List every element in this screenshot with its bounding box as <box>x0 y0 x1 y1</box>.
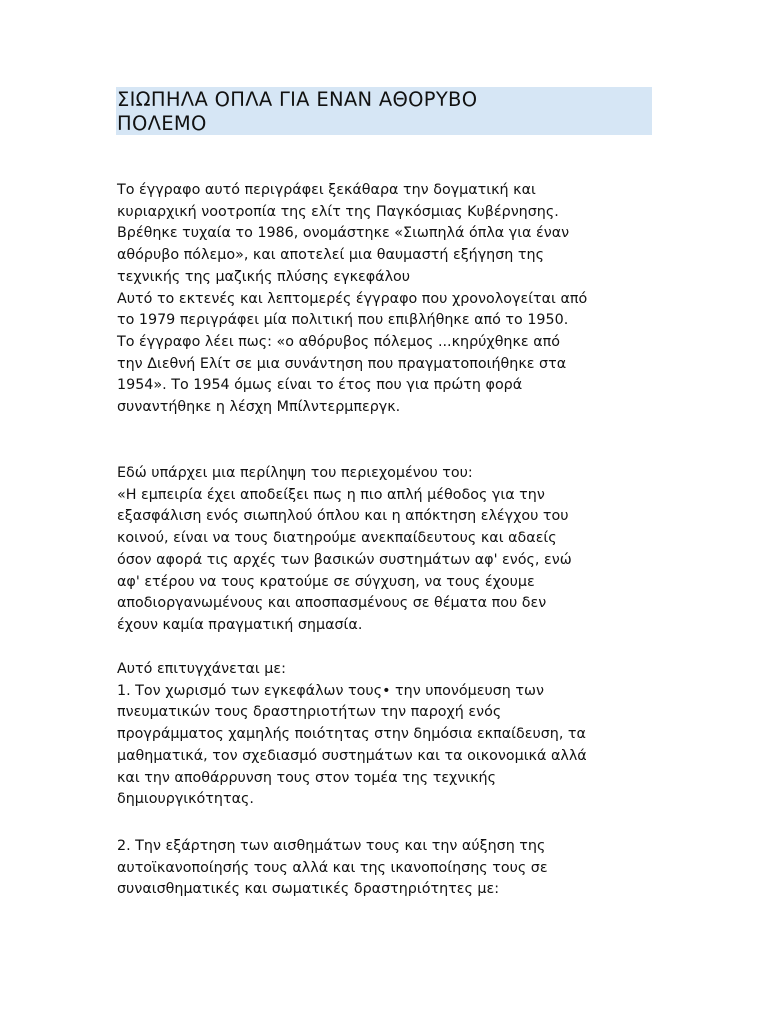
text-line: συναντήθηκε η λέσχη Μπίλντερμπεργκ. <box>117 399 401 416</box>
text-line: προγράμματος χαμηλής ποιότητας στην δημόσια εκπαίδευση, τα <box>117 726 586 743</box>
text-line: Εδώ υπάρχει μια περίληψη του περιεχομένου του: <box>117 465 473 481</box>
summary-paragraph <box>117 463 657 637</box>
text-line: μαθηματικά, τον σχεδιασμό συστημάτων και τα οικονομικά αλλά <box>117 747 587 764</box>
text-line: το 1979 περιγράφει μία πολιτική που επιβλήθηκε από το 1950. <box>117 312 569 329</box>
intro-paragraph <box>117 180 657 419</box>
title-line: ΠΟΛΕΜΟ <box>117 111 207 135</box>
text-line: 2. Την εξάρτηση των αισθημάτων τους και την αύξηση της <box>117 838 546 854</box>
text-line: 1954». Το 1954 όμως είναι το έτος που για πρώτη φορά <box>117 377 523 394</box>
point-1-paragraph <box>117 659 657 811</box>
text-line: Το έγγραφο αυτό περιγράφει ξεκάθαρα την δογματική και <box>117 182 536 198</box>
text-line: την Διεθνή Ελίτ σε μια συνάντηση που πραγματοποιήθηκε στα <box>117 355 567 372</box>
text-line: πνευματικών τους δραστηριοτήτων την παροχή ενός <box>117 704 502 721</box>
text-line: και την αποθάρρυνση τους στον τομέα της τεχνικής <box>117 769 497 786</box>
text-line: αφ' ετέρου να τους κρατούμε σε σύγχυση, να τους έχουμε <box>117 573 535 590</box>
text-line: αποδιοργανωμένους και αποσπασμένους σε θέματα που δεν <box>117 595 547 612</box>
text-line: όσον αφορά τις αρχές των βασικών συστημάτων αφ' ενός, ενώ <box>117 551 572 568</box>
text-line: κυριαρχική νοοτροπία της ελίτ της Παγκόσμιας Κυβέρνησης. <box>117 203 559 220</box>
text-line: κοινού, είναι να τους διατηρούμε ανεκπαίδευτους και αδαείς <box>117 530 557 547</box>
text-line: Αυτό επιτυγχάνεται με: <box>117 661 286 677</box>
text-line: Βρέθηκε τυχαία το 1986, ονομάστηκε «Σιωπηλά όπλα για έναν <box>117 225 570 242</box>
point-2-paragraph <box>117 836 657 901</box>
text-line: «Η εμπειρία έχει αποδείξει πως η πιο απλή μέθοδος για την <box>117 486 545 503</box>
title-line: ΣΙΩΠΗΛΑ ΟΠΛΑ ΓΙΑ ΕΝΑΝ ΑΘΟΡΥΒΟ <box>117 88 478 111</box>
text-line: δημιουργικότητας. <box>117 791 254 808</box>
text-line: συναισθηματικές και σωματικές δραστηριότητες με: <box>117 881 500 898</box>
document-title <box>117 88 637 135</box>
text-line: Αυτό το εκτενές και λεπτομερές έγγραφο που χρονολογείται από <box>117 290 588 307</box>
text-line: αθόρυβο πόλεμο», και αποτελεί μια θαυμαστή εξήγηση της <box>117 247 544 264</box>
text-line: 1. Τον χωρισμό των εγκεφάλων τους• την υπονόμευση των <box>117 682 544 699</box>
text-line: Το έγγραφο λέει πως: «ο αθόρυβος πόλεμος ...κηρύχθηκε από <box>117 333 560 350</box>
text-line: έχουν καμία πραγματική σημασία. <box>117 616 363 633</box>
text-line: αυτοϊκανοποίησής τους αλλά και της ικανοποίησης τους σε <box>117 859 548 876</box>
text-line: τεχνικής της μαζικής πλύσης εγκεφάλου <box>117 268 411 285</box>
text-line: εξασφάλιση ενός σιωπηλού όπλου και η απόκτηση ελέγχου του <box>117 508 569 525</box>
